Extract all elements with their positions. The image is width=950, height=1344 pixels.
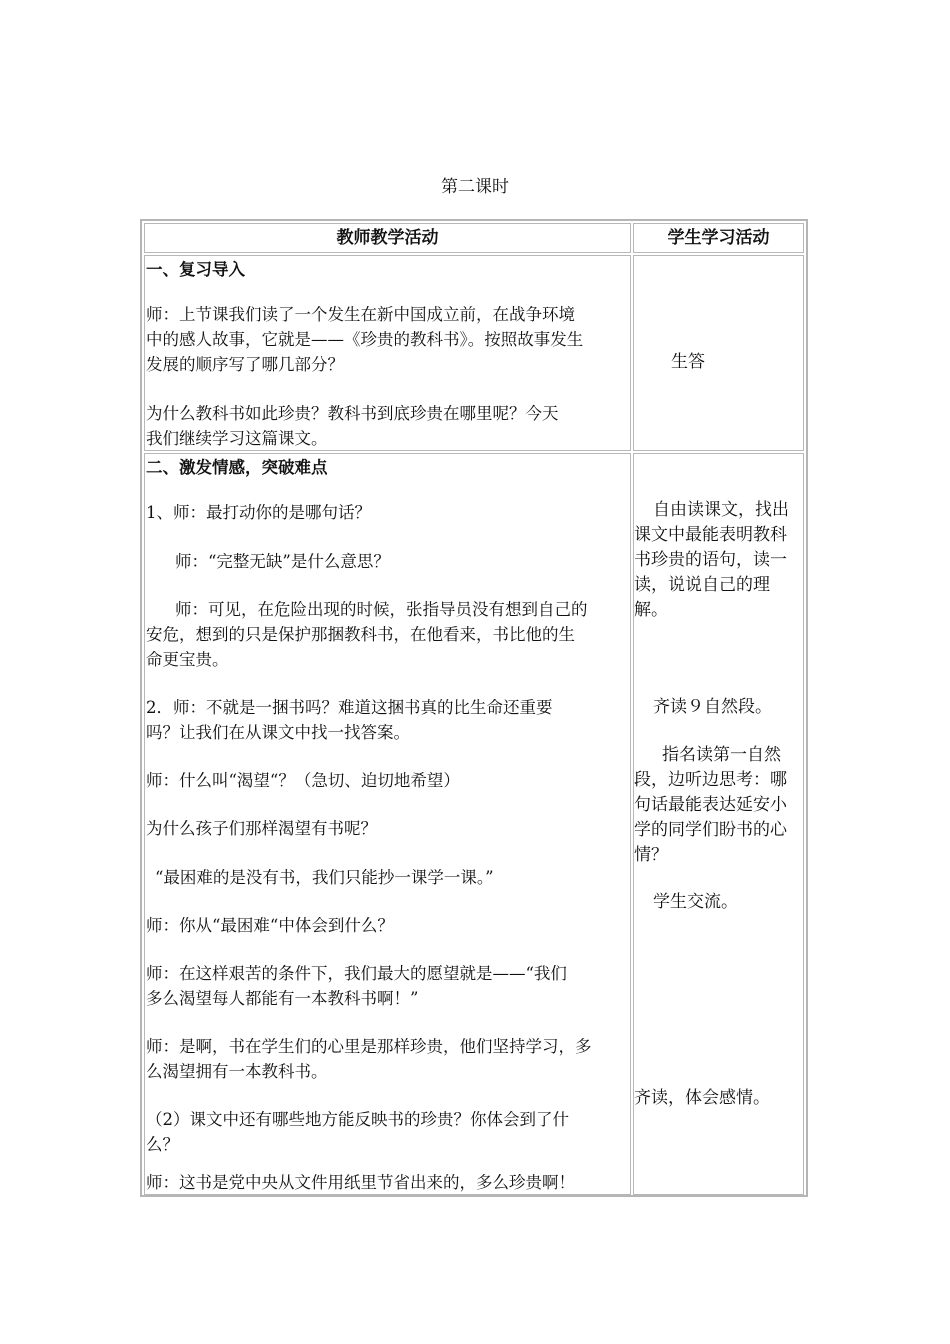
section2-student-line: 情？ [634, 845, 668, 865]
section2-teacher-line: “最困难的是没有书，我们只能抄一课学一课。” [155, 868, 494, 887]
section2-heading: 二、激发情感，突破难点 [146, 458, 328, 477]
section2-teacher-line: 师：“完整无缺”是什么意思？ [175, 552, 390, 571]
section2-teacher-line: 师：什么叫“渴望“？（急切、迫切地希望） [146, 771, 460, 790]
section2-teacher-line: 吗？让我们在从课文中找一找答案。 [146, 723, 410, 742]
section2-teacher-line: 1、师：最打动你的是哪句话？ [146, 503, 371, 522]
section2-student-line: 解。 [634, 600, 668, 620]
section2-student-line: 自由读课文，找出 [653, 500, 789, 520]
section2-teacher-line: 师：这书是党中央从文件用纸里节省出来的，多么珍贵啊！ [146, 1173, 575, 1192]
section2-student-line: 课文中最能表明教科 [634, 525, 787, 545]
section2-teacher-line: 多么渴望每人都能有一本教科书啊！” [146, 989, 419, 1008]
section1-teacher-line: 发展的顺序写了哪几部分？ [146, 355, 344, 374]
page-title: 第二课时 [441, 177, 509, 197]
section1-heading: 一、复习导入 [146, 260, 245, 279]
section2-student-line: 书珍贵的语句，读一 [634, 550, 787, 570]
section2-teacher-line: 师：你从“最困难“中体会到什么？ [146, 916, 394, 935]
section1-teacher-line: 为什么教科书如此珍贵？教科书到底珍贵在哪里呢？今天 [146, 404, 559, 423]
section1-teacher-line: 中的感人故事，它就是——《珍贵的教科书》。按照故事发生 [146, 330, 584, 349]
section2-teacher-line: 师：可见，在危险出现的时候，张指导员没有想到自己的 [175, 600, 588, 619]
section2-teacher-cell [144, 453, 631, 1195]
section1-student-line: 生答 [671, 352, 705, 372]
section2-teacher-line: 为什么孩子们那样渴望有书呢？ [146, 819, 377, 838]
section2-student-line: 学的同学们盼书的心 [634, 820, 787, 840]
section1-teacher-cell [144, 255, 631, 451]
section2-teacher-line: 师：在这样艰苦的条件下，我们最大的愿望就是——“我们 [146, 964, 567, 983]
section2-student-line: 指名读第一自然 [662, 745, 781, 765]
section2-teacher-line: 命更宝贵。 [146, 650, 229, 669]
section2-teacher-line: 师：是啊，书在学生们的心里是那样珍贵，他们坚持学习，多 [146, 1037, 592, 1056]
section2-student-line: 句话最能表达延安小 [634, 795, 787, 815]
section1-teacher-line: 师：上节课我们读了一个发生在新中国成立前，在战争环境 [146, 305, 575, 324]
section2-student-line: 段，边听边思考：哪 [634, 770, 787, 790]
section2-student-line: 齐读９自然段。 [653, 697, 772, 717]
section1-student-cell [633, 255, 804, 451]
section2-student-line: 学生交流。 [653, 892, 738, 912]
section2-student-line: 读，说说自己的理 [634, 575, 770, 595]
section2-teacher-line: 么渴望拥有一本教科书。 [146, 1062, 328, 1081]
section2-teacher-line: 2．师：不就是一捆书吗？难道这捆书真的比生命还重要 [146, 698, 553, 717]
section2-student-cell [633, 453, 804, 1195]
section2-teacher-line: （2）课文中还有哪些地方能反映书的珍贵？你体会到了什 [146, 1110, 569, 1129]
section2-teacher-line: 安危，想到的只是保护那捆教科书，在他看来，书比他的生 [146, 625, 575, 644]
student-activity-header: 学生学习活动 [633, 223, 804, 253]
teacher-activity-header: 教师教学活动 [144, 223, 631, 253]
section2-teacher-line: 么？ [146, 1135, 179, 1154]
lesson-table [140, 219, 808, 1197]
section1-teacher-line: 我们继续学习这篇课文。 [146, 429, 328, 448]
section2-student-line: 齐读，体会感情。 [634, 1088, 770, 1108]
